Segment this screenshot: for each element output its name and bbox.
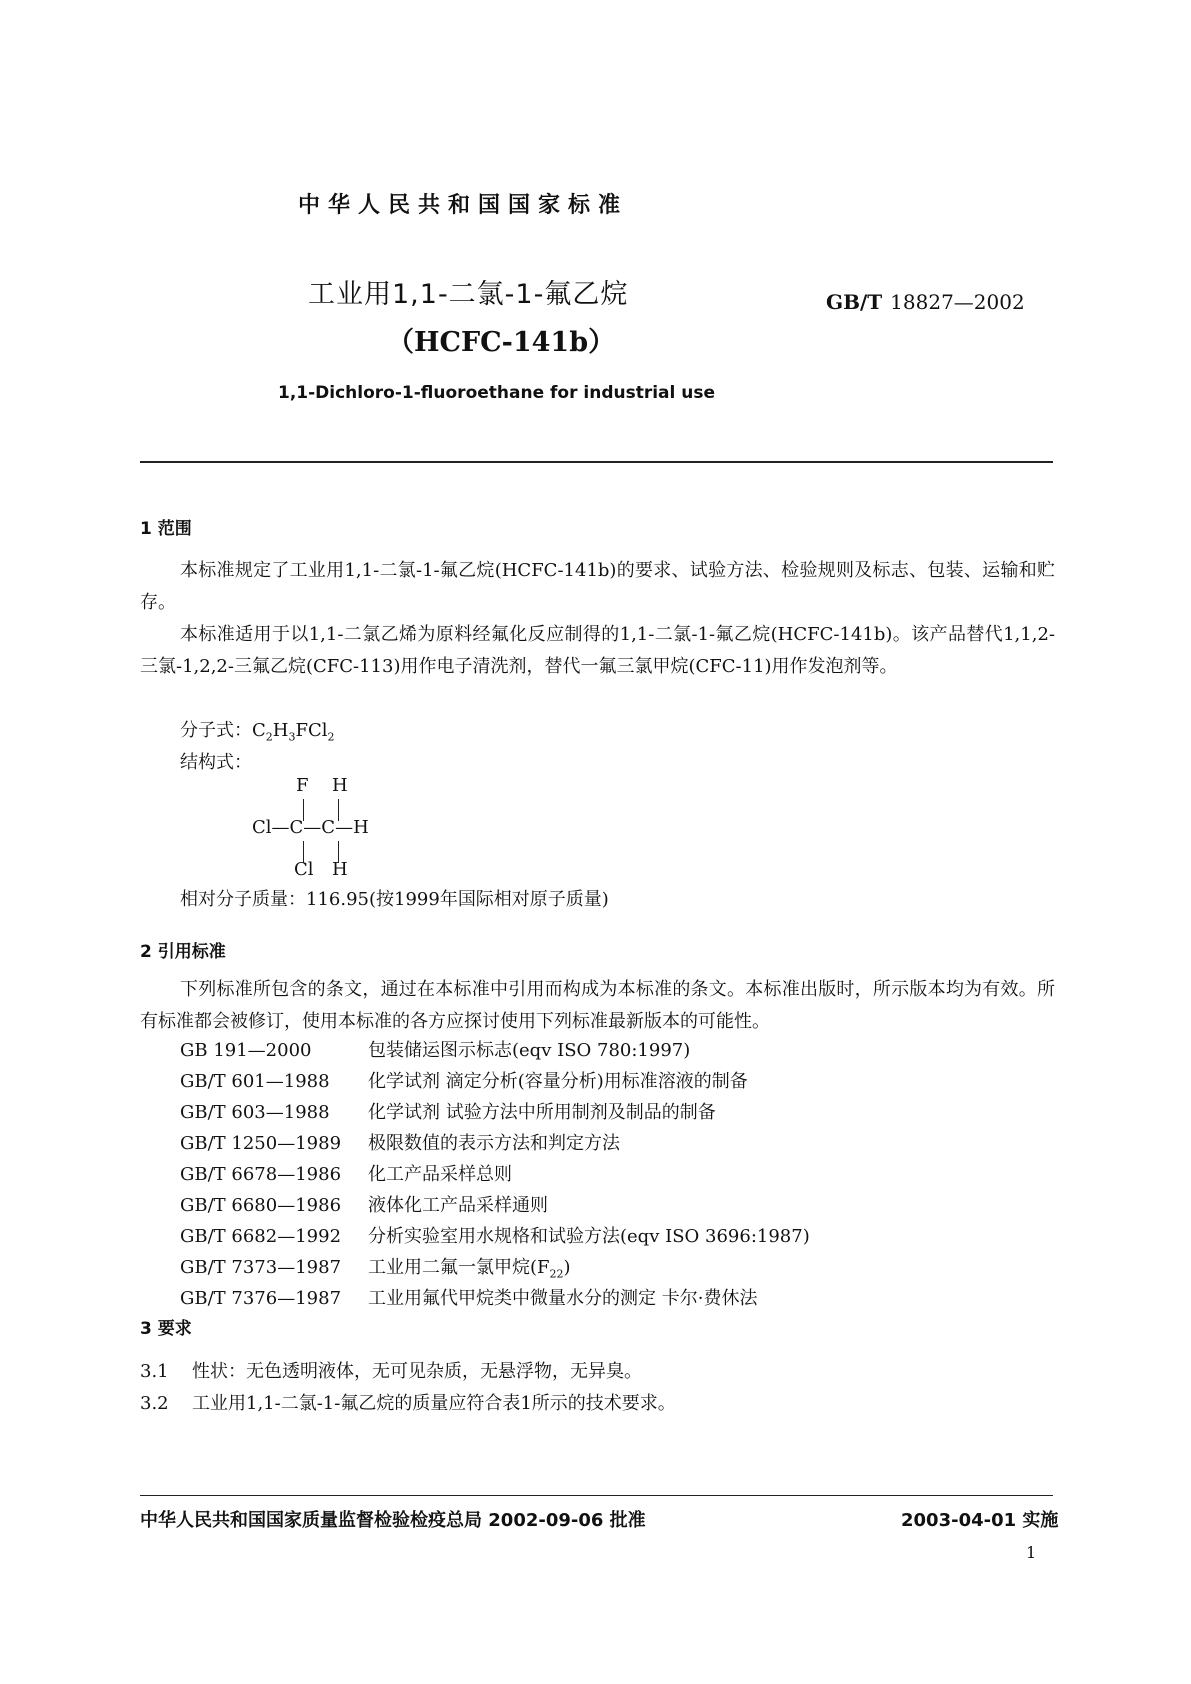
atom-f: F — [296, 775, 309, 796]
reference-code: GB/T 6680—1986 — [180, 1195, 342, 1216]
clause-number: 3.1 — [140, 1361, 169, 1382]
reference-code: GB/T 603—1988 — [180, 1102, 330, 1123]
section-1-paragraph-2: 本标准适用于以1,1-二氯乙烯为原料经氟化反应制得的1,1-二氯-1-氟乙烷(HCFC-141b)。该产品替代1,1,2-三氯-1,2,2-三氟乙烷(CFC-113)用作电子清洗剂，替代一氟三氯甲烷(CFC-11)用作发泡剂等。 — [140, 624, 1055, 677]
formula-carbon: C — [252, 720, 266, 741]
reference-code: GB/T 6678—1986 — [180, 1164, 342, 1185]
formula-carbon-count: 2 — [265, 730, 273, 744]
section-1-paragraph-1: 本标准规定了工业用1,1-二氯-1-氟乙烷(HCFC-141b)的要求、试验方法、检验规则及标志、包装、运输和贮存。 — [140, 560, 1055, 613]
atom-cl-bottom: Cl — [294, 859, 314, 880]
footer-divider — [140, 1495, 1053, 1496]
reference-title: 极限数值的表示方法和判定方法 — [368, 1133, 620, 1154]
reference-title: 化学试剂 滴定分析(容量分析)用标准溶液的制备 — [368, 1071, 748, 1092]
atom-h-top: H — [332, 775, 348, 796]
reference-title: 化学试剂 试验方法中所用制剂及制品的制备 — [368, 1102, 716, 1123]
effective-date: 2003-04-01 实施 — [901, 1510, 1059, 1531]
reference-item — [180, 1066, 810, 1097]
reference-title-suffix: ) — [563, 1257, 571, 1278]
reference-item — [180, 1190, 810, 1221]
reference-item — [180, 1221, 810, 1252]
standard-category-heading: 中华人民共和国国家标准 — [298, 193, 629, 218]
section-1-heading: 1 范围 — [140, 519, 192, 539]
standard-number — [826, 290, 1025, 314]
reference-item — [180, 1128, 810, 1159]
reference-item — [180, 1252, 810, 1283]
formula-fcl: FCl — [295, 720, 328, 741]
relative-molecular-mass: 相对分子质量：116.95(按1999年国际相对原子质量) — [180, 889, 609, 910]
clause-text: 性状：无色透明液体，无可见杂质，无悬浮物，无异臭。 — [192, 1361, 642, 1382]
formula-hydrogen-count: 3 — [288, 730, 296, 744]
reference-title: 分析实验室用水规格和试验方法(eqv ISO 3696:1987) — [368, 1226, 810, 1247]
reference-title-subscript: 22 — [549, 1267, 564, 1281]
document-title-english: 1,1-Dichloro-1-fluoroethane for industrial use — [278, 383, 716, 403]
document-title-abbreviation: （HCFC-141b） — [387, 327, 616, 358]
clause-text: 工业用1,1-二氯-1-氟乙烷的质量应符合表1所示的技术要求。 — [192, 1393, 676, 1414]
header-divider — [140, 461, 1053, 463]
structure-label: 结构式： — [180, 752, 252, 773]
reference-code: GB/T 7373—1987 — [180, 1257, 342, 1278]
reference-title: 工业用氟代甲烷类中微量水分的测定 卡尔·费休法 — [368, 1288, 758, 1309]
section-2-heading: 2 引用标准 — [140, 942, 226, 962]
reference-item — [180, 1097, 810, 1128]
atom-h-bottom: H — [332, 859, 348, 880]
reference-title: 液体化工产品采样通则 — [368, 1195, 548, 1216]
reference-item — [180, 1283, 810, 1314]
standard-code: 18827—2002 — [890, 290, 1025, 314]
reference-title — [368, 1257, 571, 1281]
structural-formula — [252, 775, 412, 885]
reference-item — [180, 1035, 810, 1066]
reference-code: GB/T 1250—1989 — [180, 1133, 342, 1154]
requirement-3-2 — [140, 1388, 676, 1420]
structure-main-chain: Cl—C—C—H — [252, 817, 369, 838]
formula-hydrogen: H — [272, 720, 289, 741]
reference-list — [180, 1035, 810, 1314]
clause-number: 3.2 — [140, 1393, 169, 1414]
approval-statement: 中华人民共和国国家质量监督检验检疫总局 2002-09-06 批准 — [140, 1510, 646, 1531]
reference-title: 化工产品采样总则 — [368, 1164, 512, 1185]
page-number: 1 — [1026, 1543, 1037, 1562]
reference-item — [180, 1159, 810, 1190]
formula-label: 分子式： — [180, 720, 252, 741]
reference-code: GB/T 601—1988 — [180, 1071, 330, 1092]
section-3-heading: 3 要求 — [140, 1319, 192, 1339]
reference-code: GB/T 7376—1987 — [180, 1288, 342, 1309]
requirement-3-1 — [140, 1356, 642, 1388]
reference-title-text: 工业用二氟一氯甲烷(F — [368, 1257, 550, 1278]
reference-code: GB/T 6682—1992 — [180, 1226, 342, 1247]
document-title-chinese: 工业用1,1-二氯-1-氟乙烷 — [308, 279, 629, 310]
formula-cl-count: 2 — [327, 730, 335, 744]
reference-code: GB 191—2000 — [180, 1040, 312, 1061]
section-2-intro: 下列标准所包含的条文，通过在本标准中引用而构成为本标准的条文。本标准出版时，所示版本均为有效。所有标准都会被修订，使用本标准的各方应探讨使用下列标准最新版本的可能性。 — [140, 979, 1055, 1032]
reference-title: 包装储运图示标志(eqv ISO 780:1997) — [368, 1040, 691, 1061]
standard-prefix: GB/T — [826, 290, 883, 314]
